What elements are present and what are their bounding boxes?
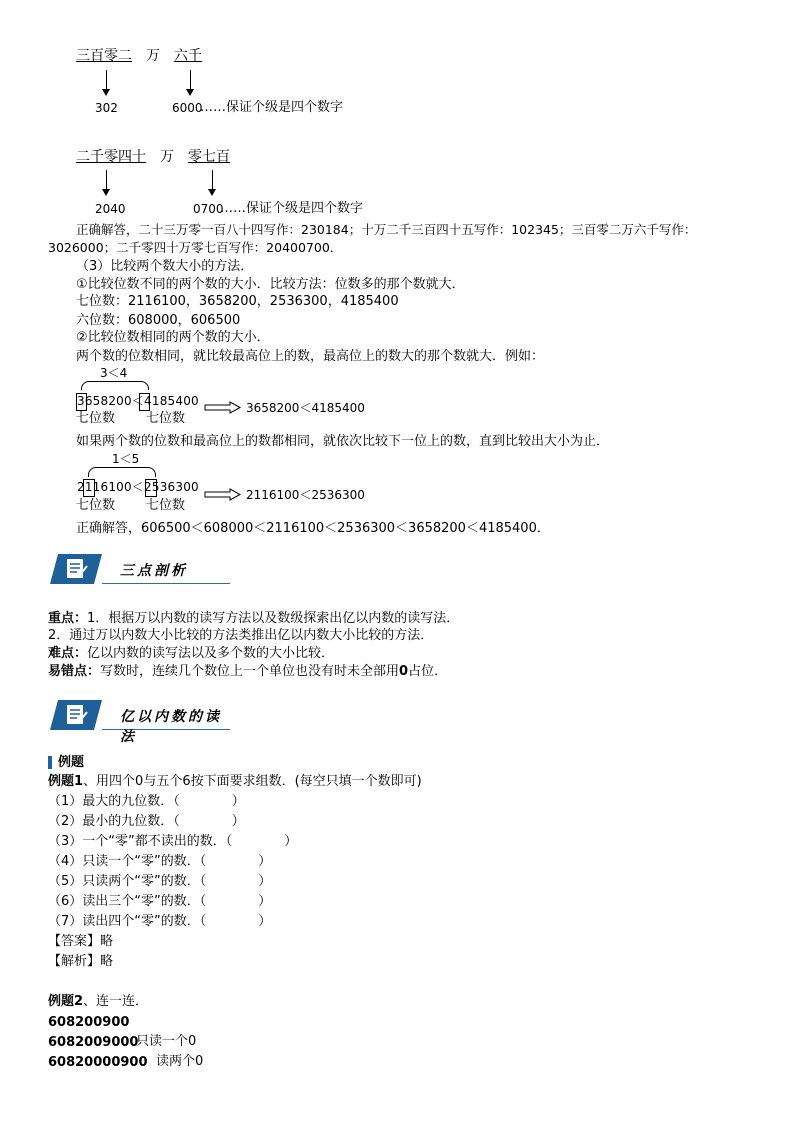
ex2-label-b: 七位数	[146, 498, 186, 513]
match-number-1: 608200900	[48, 1015, 130, 1030]
method-seven: 七位数：2116100，3658200，2536300，4185400	[76, 294, 399, 309]
explanation: 【解析】略	[48, 954, 114, 969]
method-rule2: 如果两个数的位数和最高位上的数都相同，就依次比较下一位上的数，直到比较出大小为止．	[76, 434, 610, 449]
diagram2-val1: 2040	[95, 202, 126, 216]
list-item: （7）读出四个“零”的数．（ ）	[48, 914, 272, 929]
method-point1: ①比较位数不同的两个数的大小．比较方法：位数多的那个数就大．	[76, 277, 465, 292]
example1-text: 、用四个0与五个6按下面要求组数．(每空只填一个数即可)	[83, 774, 422, 789]
method-six: 六位数：608000，606500	[76, 313, 241, 328]
down-arrow-icon	[212, 170, 213, 190]
brace	[88, 467, 156, 477]
section-header	[50, 554, 230, 584]
diagram1-part1: 三百零二	[76, 48, 132, 64]
down-arrow-icon	[190, 70, 191, 90]
match-tag-1: 只读一个0	[136, 1034, 197, 1049]
hard-point	[48, 646, 334, 662]
section-title: 亿以内数的读法	[120, 709, 222, 745]
error-zero: 0	[399, 664, 409, 679]
list-item: （4）只读一个“零”的数．（ ）	[48, 854, 272, 869]
blue-marker	[48, 756, 52, 769]
match-number-3: 60820000900	[48, 1055, 148, 1070]
header-rule	[102, 583, 230, 584]
key-text: 1．根据万以内数的读写方法以及数级探索出亿以内数的读写法．	[87, 611, 460, 626]
down-arrow-icon	[106, 170, 107, 190]
down-arrow-icon	[106, 70, 107, 90]
diagram2-note: ……保证个级是四个数字	[220, 201, 364, 216]
diagram2-part1: 二千零四十	[76, 149, 146, 165]
ex1-label-b: 七位数	[146, 411, 186, 426]
error-text: 写数时，连续几个数位上一个单位也没有时未全部用	[100, 664, 400, 679]
ex2-number: 2116100＜2536300	[77, 480, 199, 494]
diagram1-note: ……保证个级是四个数字	[200, 100, 344, 115]
ex1-top: 3＜4	[100, 366, 128, 380]
example2-text: 、连一连．	[83, 994, 149, 1009]
list-item: （1）最大的九位数．（ ）	[48, 794, 245, 809]
error-text-end: 占位．	[408, 664, 448, 679]
examples-heading: 例题	[58, 755, 85, 770]
example1-title	[48, 774, 422, 790]
example1-label: 例题1	[48, 774, 84, 789]
ex2-top: 1＜5	[112, 452, 140, 466]
notepad-icon	[50, 554, 102, 584]
hard-text: 亿以内数的读写法以及多个数的大小比较．	[87, 646, 335, 661]
right-arrow-icon	[204, 401, 242, 414]
diagram2-val2: 0700	[193, 202, 224, 216]
ex1-number: 3658200＜4185400	[77, 394, 199, 408]
diagram1-val1: 302	[95, 101, 118, 115]
ex2-label-a: 七位数	[76, 498, 116, 513]
method-rule: 两个数的位数相同，就比较最高位上的数，最高位上的数大的那个数就大．例如：	[76, 349, 545, 364]
notepad-icon	[50, 700, 102, 730]
example2-title	[48, 994, 148, 1010]
answer1-line1: 正确解答，二十三万零一百八十四写作：230184；十万二千三百四十五写作：102345；三百零二万六千写作：	[76, 222, 697, 237]
method-heading: （3）比较两个数大小的方法．	[76, 259, 254, 274]
match-number-2: 6082009000	[48, 1035, 139, 1050]
match-tag-2: 读两个0	[156, 1054, 204, 1069]
method-point2: ②比较位数相同的两个数的大小．	[76, 330, 270, 345]
error-label: 易错点：	[48, 664, 101, 679]
key-point	[48, 611, 459, 627]
hard-label: 难点：	[48, 646, 88, 661]
key-label: 重点：	[48, 611, 88, 626]
answer: 【答案】略	[48, 934, 114, 949]
list-item: （3）一个“零”都不读出的数．（ ）	[48, 834, 298, 849]
section-title: 三点剖析	[120, 563, 188, 579]
diagram1-part2: 万	[146, 48, 160, 64]
list-item: （6）读出三个“零”的数．（ ）	[48, 894, 272, 909]
error-point	[48, 664, 447, 680]
ex1-label-a: 七位数	[76, 411, 116, 426]
diagram2-part3: 零七百	[188, 149, 230, 165]
ex1-result: 3658200＜4185400	[246, 401, 365, 415]
section-header	[50, 700, 230, 745]
list-item: （2）最小的九位数．（ ）	[48, 814, 245, 829]
final-answer: 正确解答，606500＜608000＜2116100＜2536300＜3658200＜4185400．	[76, 521, 550, 536]
list-item: （5）只读两个“零”的数．（ ）	[48, 874, 272, 889]
key-point-2: 2．通过万以内数大小比较的方法类推出亿以内数大小比较的方法．	[48, 628, 434, 643]
ex2-result: 2116100＜2536300	[246, 488, 365, 502]
answer1-line2: 3026000；二千零四十万零七百写作：20400700．	[48, 240, 343, 255]
diagram1-part3: 六千	[174, 48, 202, 64]
brace	[81, 381, 149, 390]
example2-label: 例题2	[48, 994, 84, 1009]
right-arrow-icon	[204, 488, 242, 501]
diagram1-val2: 6000	[172, 101, 203, 115]
diagram2-part2: 万	[160, 149, 174, 165]
